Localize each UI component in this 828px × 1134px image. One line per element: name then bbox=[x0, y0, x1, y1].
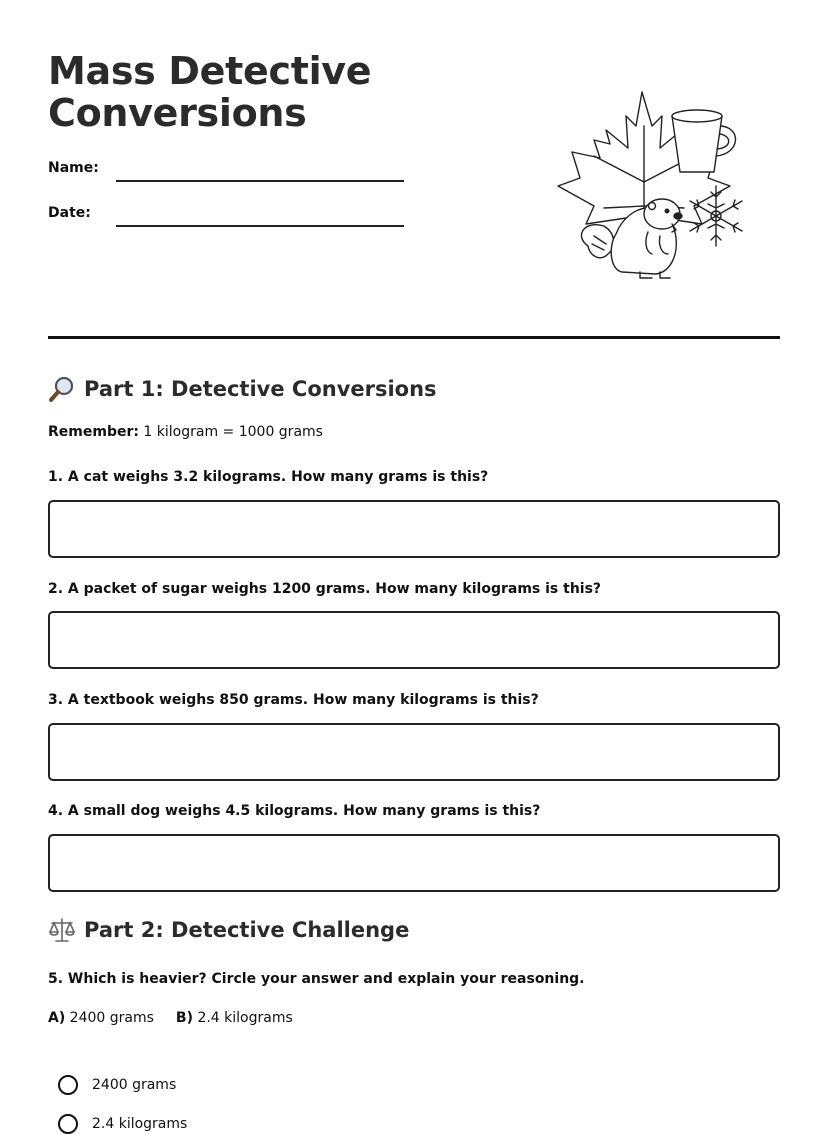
balance-scale-icon bbox=[48, 916, 76, 944]
radio-option-2[interactable] bbox=[58, 1114, 187, 1134]
remember-text: 1 kilogram = 1000 grams bbox=[138, 424, 323, 440]
radio-option-1-label: 2400 grams bbox=[92, 1077, 177, 1093]
option-b-text: 2.4 kilograms bbox=[193, 1010, 293, 1026]
question-5: 5. Which is heavier? Circle your answer and explain your reasoning. bbox=[48, 971, 585, 987]
option-b-label: B) bbox=[175, 1010, 193, 1026]
option-a-label: A) bbox=[48, 1010, 66, 1026]
question-2: 2. A packet of sugar weighs 1200 grams. How many kilograms is this? bbox=[48, 581, 602, 597]
choice-options bbox=[48, 1010, 293, 1026]
answer-box-4[interactable] bbox=[48, 834, 780, 892]
radio-option-1[interactable] bbox=[58, 1075, 176, 1095]
title-line-2: Conversions bbox=[48, 91, 307, 135]
canada-illustration-icon bbox=[544, 86, 750, 282]
part1-title bbox=[48, 375, 437, 403]
answer-box-3[interactable] bbox=[48, 723, 780, 781]
radio-button[interactable] bbox=[58, 1075, 78, 1095]
answer-box-1[interactable] bbox=[48, 500, 780, 558]
radio-button[interactable] bbox=[58, 1114, 78, 1134]
name-label: Name: bbox=[48, 160, 99, 176]
question-4: 4. A small dog weighs 4.5 kilograms. How many grams is this? bbox=[48, 803, 541, 819]
question-3: 3. A textbook weighs 850 grams. How many kilograms is this? bbox=[48, 692, 539, 708]
part2-title bbox=[48, 916, 409, 944]
mug-icon bbox=[672, 116, 722, 172]
radio-option-2-label: 2.4 kilograms bbox=[92, 1116, 188, 1132]
option-a-text: 2400 grams bbox=[65, 1010, 154, 1026]
name-field-line[interactable] bbox=[116, 180, 404, 182]
header-divider bbox=[48, 336, 780, 339]
magnifying-glass-icon bbox=[48, 375, 76, 403]
date-field-line[interactable] bbox=[116, 225, 404, 227]
date-label: Date: bbox=[48, 205, 91, 221]
part2-title-text: Part 2: Detective Challenge bbox=[84, 918, 410, 942]
remember-label: Remember: bbox=[48, 424, 139, 440]
answer-box-2[interactable] bbox=[48, 611, 780, 669]
title-line-1: Mass Detective bbox=[48, 49, 372, 93]
question-1: 1. A cat weighs 3.2 kilograms. How many grams is this? bbox=[48, 469, 489, 485]
remember-note bbox=[48, 424, 323, 440]
page-title bbox=[48, 50, 371, 134]
part1-title-text: Part 1: Detective Conversions bbox=[84, 377, 437, 401]
beaver-icon bbox=[581, 199, 682, 278]
